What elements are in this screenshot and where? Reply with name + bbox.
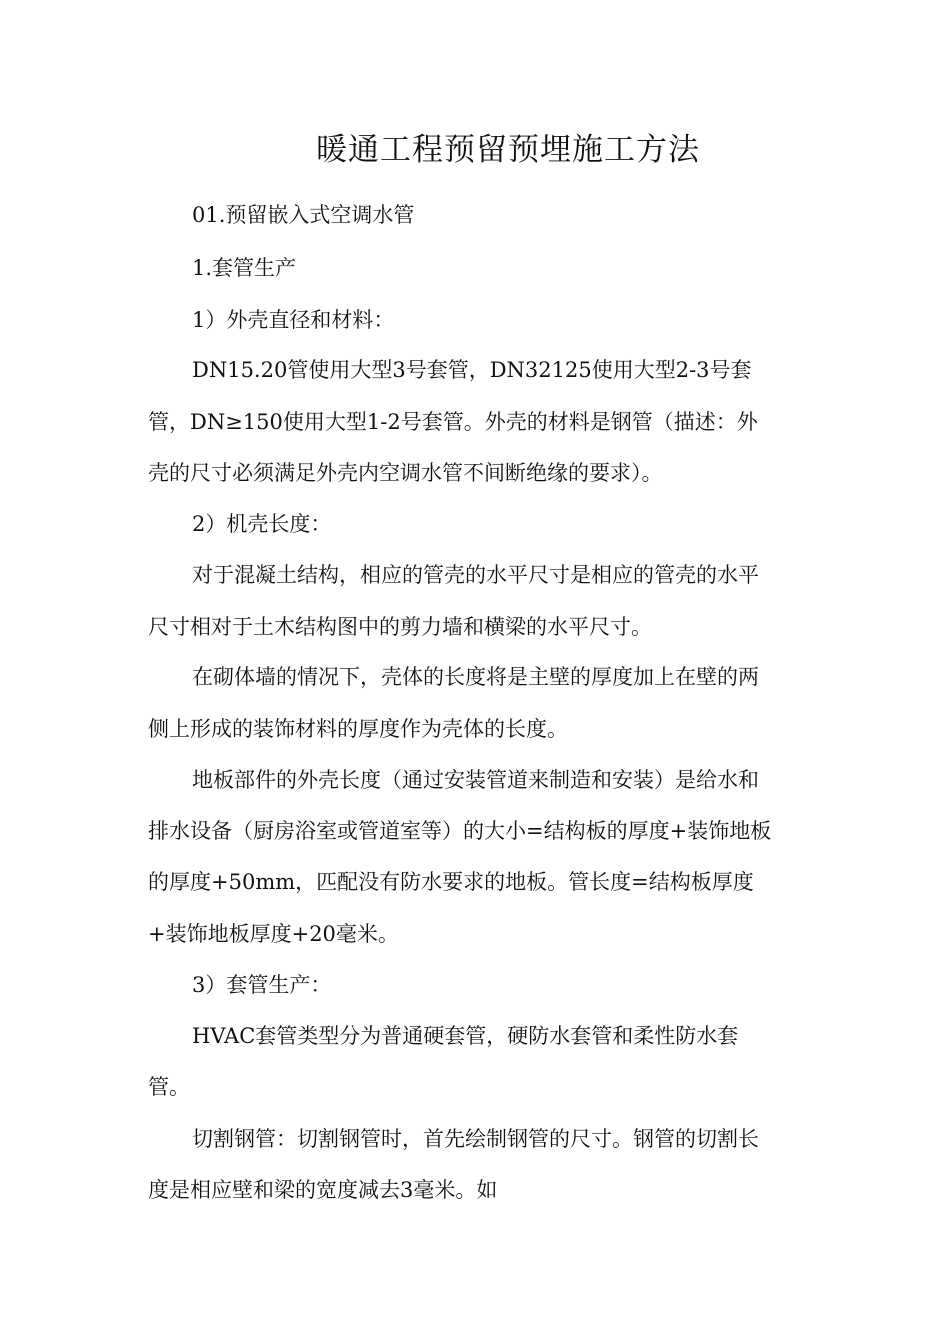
paragraph-line: 侧上形成的装饰材料的厚度作为壳体的长度。 bbox=[148, 717, 568, 741]
paragraph-line: 在砌体墙的情况下，壳体的长度将是主壁的厚度加上在壁的两 bbox=[192, 665, 759, 689]
paragraph-line: 壳的尺寸必须满足外壳内空调水管不间断绝缘的要求）。 bbox=[148, 461, 663, 485]
paragraph-line: 排水设备（厨房浴室或管道室等）的大小=结构板的厚度+装饰地板 bbox=[148, 819, 772, 843]
paragraph-line: 切割钢管：切割钢管时，首先绘制钢管的尺寸。钢管的切割长 bbox=[192, 1127, 759, 1151]
document-title: 暖通工程预留预埋施工方法 bbox=[316, 132, 700, 168]
subsection-heading: 1.套管生产 bbox=[192, 256, 297, 280]
item-heading: 2）机壳长度： bbox=[192, 512, 332, 536]
paragraph-line: 尺寸相对于土木结构图中的剪力墙和横梁的水平尺寸。 bbox=[148, 615, 652, 639]
paragraph-line: 对于混凝土结构，相应的管壳的水平尺寸是相应的管壳的水平 bbox=[192, 563, 759, 587]
item-heading: 3）套管生产： bbox=[192, 973, 332, 997]
paragraph-line: 的厚度+50mm，匹配没有防水要求的地板。管长度=结构板厚度 bbox=[148, 870, 754, 894]
paragraph-line: 度是相应壁和梁的宽度减去3毫米。如 bbox=[148, 1178, 498, 1202]
paragraph-line: DN15.20管使用大型3号套管，DN32125使用大型2-3号套 bbox=[192, 358, 752, 382]
section-heading: 01.预留嵌入式空调水管 bbox=[192, 203, 415, 227]
paragraph-line: +装饰地板厚度+20毫米。 bbox=[148, 922, 399, 946]
paragraph-line: 管。 bbox=[148, 1075, 190, 1099]
paragraph-line: HVAC套管类型分为普通硬套管，硬防水套管和柔性防水套 bbox=[192, 1024, 739, 1048]
paragraph-line: 地板部件的外壳长度（通过安装管道来制造和安装）是给水和 bbox=[192, 768, 759, 792]
paragraph-line: 管，DN≥150使用大型1-2号套管。外壳的材料是钢管（描述：外 bbox=[148, 410, 758, 434]
item-heading: 1）外壳直径和材料： bbox=[192, 308, 395, 332]
